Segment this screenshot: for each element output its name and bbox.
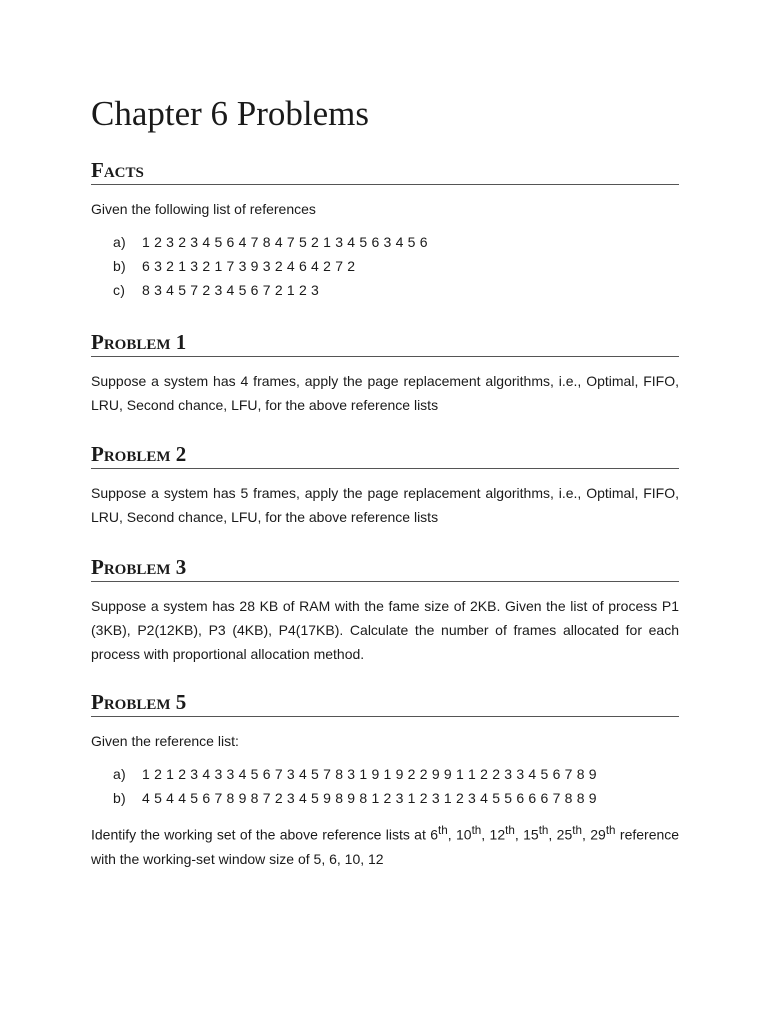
facts-heading: Facts bbox=[91, 157, 679, 185]
problem1-section bbox=[91, 329, 679, 417]
position-suffix: th bbox=[572, 824, 582, 837]
position-num: 10 bbox=[455, 826, 472, 843]
list-marker: a) bbox=[113, 766, 126, 782]
position-num: 25 bbox=[556, 826, 573, 843]
question-suffix: reference with the working-set window size of 5, 6, 10, 12 bbox=[91, 826, 680, 867]
position-suffix: th bbox=[538, 824, 549, 837]
list-marker: b) bbox=[113, 790, 126, 806]
list-values: 6 3 2 1 3 2 1 7 3 9 3 2 4 6 4 2 7 2 bbox=[142, 258, 356, 274]
list-marker: a) bbox=[113, 234, 126, 250]
list-item bbox=[91, 786, 679, 810]
problem5-question: Identify the working set of the above reference lists at 6th, 10th, 12th, 15th, 25th, 29th reference with the working-set window size of 5, 6, 10, 12 bbox=[91, 824, 680, 867]
problem3-section bbox=[91, 554, 679, 666]
list-item bbox=[91, 230, 679, 254]
list-values: 8 3 4 5 7 2 3 4 5 6 7 2 1 2 3 bbox=[142, 282, 320, 298]
list-values: 4 5 4 4 5 6 7 8 9 8 7 2 3 4 5 9 8 9 8 1 2 3 1 2 3 1 2 3 4 5 5 6 6 6 7 8 8 9 bbox=[142, 790, 597, 806]
list-marker: c) bbox=[113, 282, 126, 298]
problem3-text: Suppose a system has 28 KB of RAM with the fame size of 2KB. Given the list of process P1 (3KB), P2(12KB), P3 (4KB), P4(17KB). Calculate the number of frames allocated for each process with proportional allocation method. bbox=[91, 598, 679, 662]
position-num: 15 bbox=[523, 826, 539, 843]
list-item bbox=[91, 254, 679, 278]
problem5-reference-list bbox=[91, 762, 679, 810]
position-num: 6 bbox=[430, 826, 438, 843]
list-values: 1 2 3 2 3 4 5 6 4 7 8 4 7 5 2 1 3 4 5 6 3 4 5 6 bbox=[142, 234, 428, 250]
page-title: Chapter 6 Problems bbox=[91, 94, 370, 133]
position-suffix: th bbox=[438, 824, 448, 837]
problem1-text: Suppose a system has 4 frames, apply the page replacement algorithms, i.e., Optimal, FIFO, LRU, Second chance, LFU, for the above reference lists bbox=[91, 373, 679, 413]
facts-reference-list bbox=[91, 230, 679, 302]
facts-section bbox=[91, 157, 679, 302]
problem5-heading: Problem 5 bbox=[91, 689, 679, 717]
question-prefix: Identify the working set of the above reference lists at bbox=[91, 826, 431, 843]
list-values: 1 2 1 2 3 4 3 3 4 5 6 7 3 4 5 7 8 3 1 9 1 9 2 2 9 9 1 1 2 2 3 3 4 5 6 7 8 9 bbox=[142, 766, 597, 782]
list-marker: b) bbox=[113, 258, 126, 274]
position-suffix: th bbox=[471, 824, 482, 837]
problem1-heading: Problem 1 bbox=[91, 329, 679, 357]
problem5-section bbox=[91, 689, 679, 871]
position-num: 12 bbox=[489, 826, 506, 843]
position-suffix: th bbox=[505, 824, 515, 837]
list-item bbox=[91, 762, 679, 786]
list-item bbox=[91, 278, 679, 302]
position-num: 29 bbox=[590, 826, 606, 843]
problem2-section bbox=[91, 441, 679, 529]
problem3-heading: Problem 3 bbox=[91, 554, 679, 582]
facts-intro: Given the following list of references bbox=[91, 201, 316, 217]
problem2-heading: Problem 2 bbox=[91, 441, 679, 469]
position-suffix: th bbox=[605, 824, 616, 837]
problem2-text: Suppose a system has 5 frames, apply the page replacement algorithms, i.e., Optimal, FIFO, LRU, Second chance, LFU, for the above reference lists bbox=[91, 485, 679, 525]
problem5-intro: Given the reference list: bbox=[91, 733, 239, 749]
